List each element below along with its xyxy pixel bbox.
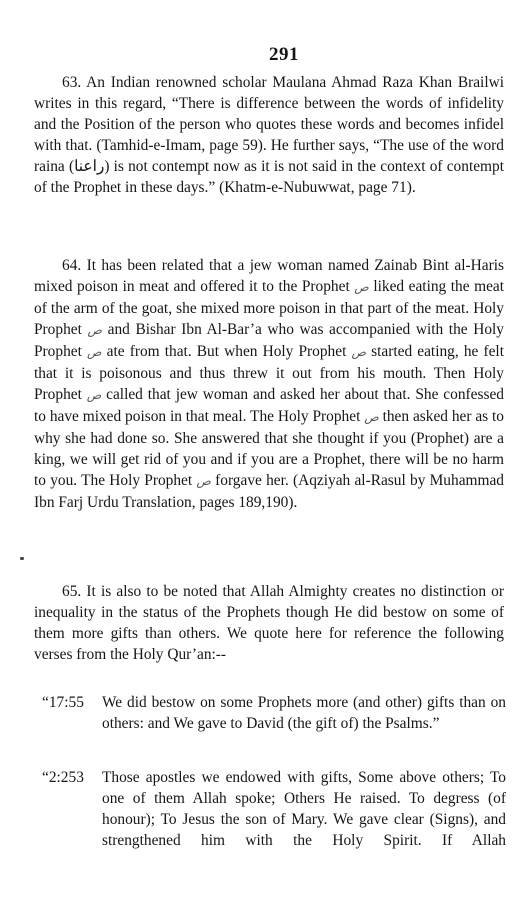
pbuh-honorific-icon: ص bbox=[351, 345, 366, 359]
paragraph-63: 63. An Indian renowned scholar Maulana Ahmad Raza Khan Brailwi writes in this regard, “There is difference between the words of infidelity and the Position of the person who quotes these words and becomes infidel with that. (Tamhid-e-Imam, page 59). He further says, “The use of the word raina (راعنا) is not contempt now as it is not said in the context of contempt of the Prophet in these days.” (Khatm-e-Nubuwwat, page 71). bbox=[34, 74, 505, 196]
paragraph-64-text: and Bishar Ibn Al-Bar’a who was accompanied with the Holy Prophet bbox=[34, 321, 504, 360]
pbuh-honorific-icon: ص bbox=[86, 388, 102, 402]
paragraph-64-text: forgave her. (Aqziyah al-Rasul by Muhammad Ibn Farj Urdu Translation, pages 189,190). bbox=[34, 472, 505, 511]
verse-reference: “17:55 bbox=[42, 694, 84, 711]
pbuh-honorific-icon: ص bbox=[196, 474, 211, 488]
paragraph-64-text: called that jew woman and asked her about that. She confessed to have mixed poison in that meal. The Holy Prophet bbox=[34, 386, 504, 425]
pbuh-honorific-icon: ص bbox=[87, 323, 103, 337]
paragraph-64 bbox=[34, 255, 504, 513]
pbuh-honorific-icon: ص bbox=[364, 410, 379, 424]
scan-speck bbox=[20, 557, 24, 560]
page-number: 291 bbox=[269, 44, 299, 65]
verse-text: We did bestow on some Prophets more (and other) gifts than on others: and We gave to David (the gift of) the Psalms.” bbox=[102, 694, 506, 732]
pbuh-honorific-icon: ص bbox=[87, 345, 102, 359]
paragraph-64-text: 64. It has been related that a jew woman named Zainab Bint al-Haris mixed poison in meat and offered it to the Prophet bbox=[34, 257, 504, 295]
pbuh-honorific-icon: ص bbox=[354, 280, 369, 294]
verse-reference: “2:253 bbox=[42, 769, 84, 786]
paragraph-64-text: then asked her as to why she had done so. She answered that she thought if you (Prophet) are a king, we will get rid of you and if you are a Prophet, there will be no harm to you. The Holy Prophet bbox=[34, 408, 504, 489]
paragraph-65: 65. It is also to be noted that Allah Almighty creates no distinction or inequality in the status of the Prophets though He did bestow on some of them more gifts than others. We quote here for reference the following verses from the Holy Qur’an:-- bbox=[34, 583, 504, 663]
paragraph-64-text: started eating, he felt that it is poisonous and thus threw it out from his mouth. Then Holy Prophet bbox=[34, 343, 504, 403]
paragraph-64-text: ate from that. But when Holy Prophet bbox=[101, 343, 352, 360]
paragraph-64-text: liked eating the meat of the arm of the goat, she mixed more poison in that part of the meat. Holy Prophet bbox=[34, 278, 505, 338]
verse-text: Those apostles we endowed with gifts, Some above others; To one of them Allah spoke; Others He raised. To degress (of honour); To Jesus the son of Mary. We gave clear (Signs), and strengthened him with the Holy Spirit. If Allah bbox=[102, 769, 506, 849]
